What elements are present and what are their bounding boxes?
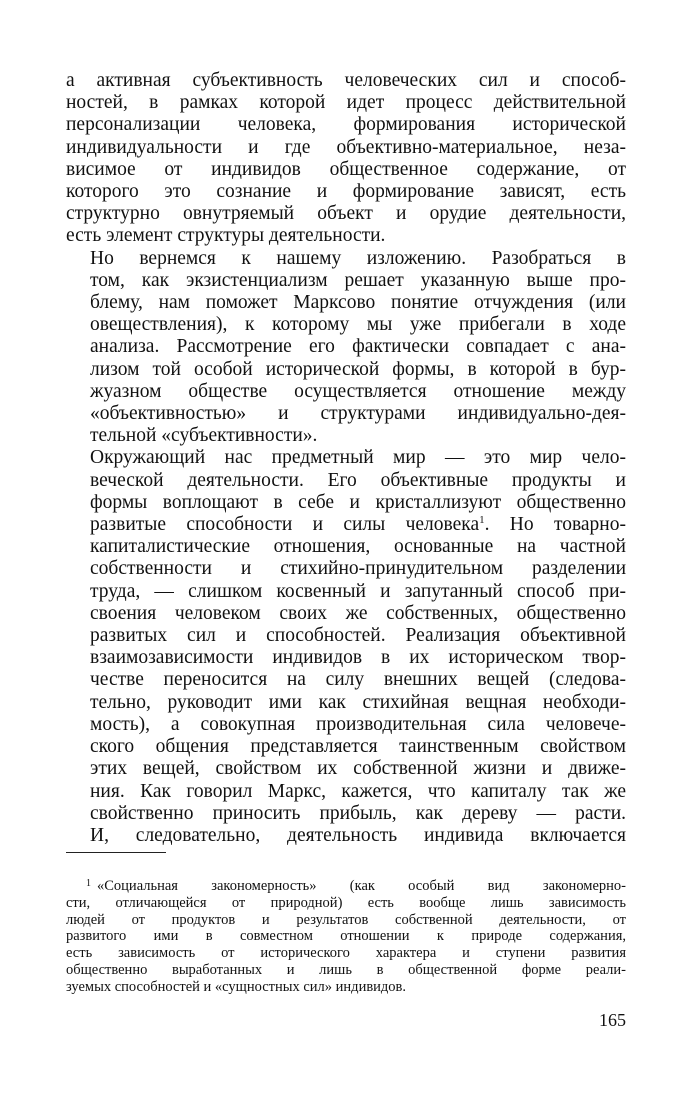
footnote-line: сти, отличающейся от природной) есть вообще лишь зависимость <box>66 894 626 911</box>
text-line: структурно овнутряемый объект и орудие деятельности, <box>66 203 626 225</box>
text-line: Но вернемся к нашему изложению. Разобраться в <box>90 247 626 269</box>
text-line: есть элемент структуры деятельности. <box>66 225 386 247</box>
text-line: формы воплощают в себе и кристаллизуют общественно <box>90 491 626 513</box>
footnote-separator <box>66 852 166 853</box>
footnote-line <box>66 878 626 895</box>
text-line: индивидуальности и где объективно-материальное, неза- <box>66 136 626 158</box>
text-line: «объективностью» и структурами индивидуально-дея- <box>90 403 626 425</box>
footnote-reference[interactable]: 1 <box>479 514 485 527</box>
text-line: жуазном обществе осуществляется отношение между <box>90 380 626 402</box>
book-page <box>66 70 626 1080</box>
text-line: честве переносится на силу внешних вещей (следова- <box>90 669 626 691</box>
text-line: анализа. Рассмотрение его фактически совпадает с ана- <box>90 336 626 358</box>
paragraph-1 <box>66 70 626 248</box>
text-line: тельно, руководит ими как стихийная вещная необходи- <box>90 691 626 713</box>
text-line: а активная субъективность человеческих сил и способ- <box>66 70 626 91</box>
footnote-line: развитого ими в совместном отношении к природе содержания, <box>66 928 626 945</box>
text-line: персонализации человека, формирования исторической <box>66 114 626 136</box>
footnote-line: есть зависимость от исторического характера и ступени развития <box>66 945 626 962</box>
footnote <box>66 878 626 996</box>
text-line: своения человеком своих же собственных, общественно <box>90 602 626 624</box>
text-line: лизом той особой исторической формы, в которой в бур- <box>90 358 626 380</box>
text-line: развитых сил и способностей. Реализация объективной <box>90 625 626 647</box>
footnote-line: зуемых способностей и «сущностных сил» индивидов. <box>66 978 407 995</box>
text-line: взаимозависимости индивидов в их историческом твор- <box>90 647 626 669</box>
page-number: 165 <box>599 1010 626 1030</box>
text-line: ния. Как говорил Маркс, кажется, что капиталу так же <box>90 780 626 802</box>
text-line: ностей, в рамках которой идет процесс действительной <box>66 92 626 114</box>
text-line: том, как экзистенциализм решает указанную выше про- <box>90 269 626 291</box>
text-line: мость), а совокупная производительная сила человече- <box>90 713 626 735</box>
text-line: труда, — слишком косвенный и запутанный способ при- <box>90 580 626 602</box>
text-segment: . Но товарно- <box>484 514 626 536</box>
main-text <box>66 70 626 847</box>
text-line: Окружающий нас предметный мир — это мир чело- <box>90 447 626 469</box>
footnote-line: общественно выработанных и лишь в общественной форме реали- <box>66 961 626 978</box>
footnote-line: людей от продуктов и результатов собственной деятельности, от <box>66 911 626 928</box>
text-line: которого это сознание и формирование зависят, есть <box>66 181 626 203</box>
text-line: собственности и стихийно-принудительном разделении <box>90 558 626 580</box>
text-segment: развитые способности и силы человека <box>90 514 480 536</box>
text-line: веческой деятельности. Его объективные продукты и <box>90 469 626 491</box>
footnote-marker: 1 <box>86 878 91 889</box>
text-line-with-footnote-ref <box>66 514 626 536</box>
text-line: тельной «субъективности». <box>90 425 318 447</box>
paragraph-2 <box>66 248 626 448</box>
text-line: капиталистические отношения, основанные на частной <box>90 536 626 558</box>
text-line: И, следовательно, деятельность индивида включается <box>90 824 626 846</box>
text-line: овеществления), к которому мы уже прибегали в ходе <box>90 314 626 336</box>
text-line: свойственно приносить прибыль, как дереву — расти. <box>90 802 626 824</box>
text-line: этих вещей, свойством их собственной жизни и движе- <box>90 758 626 780</box>
text-line: блему, нам поможет Марксово понятие отчуждения (или <box>90 292 626 314</box>
footnote-text: «Социальная закономерность» (как особый вид закономерно- <box>97 878 626 894</box>
paragraph-3 <box>66 447 626 847</box>
text-line: висимое от индивидов общественное содержание, от <box>66 158 626 180</box>
text-line: ского общения представляется таинственным свойством <box>90 736 626 758</box>
